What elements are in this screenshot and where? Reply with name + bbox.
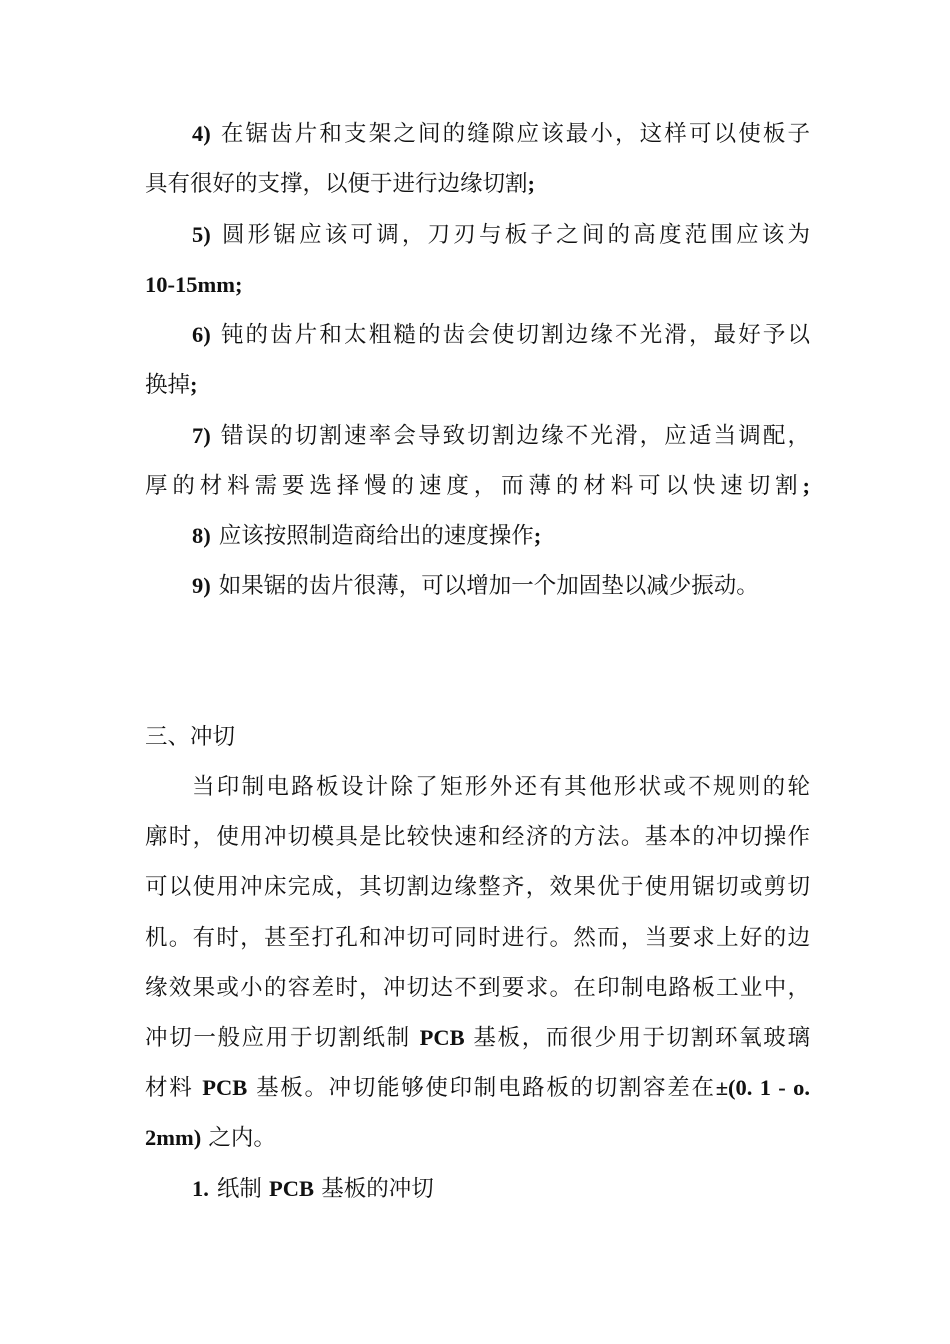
list-item-8: 8) 应该按照制造商给出的速度操作; <box>192 523 542 549</box>
list-item-7-line-1: 7) 错误的切割速率会导致切割边缘不光滑，应适当调配， <box>192 423 810 449</box>
paragraph-line-3: 可以使用冲床完成，其切割边缘整齐，效果优于使用锯切或剪切 <box>145 874 810 900</box>
paragraph-line-7: 材料 PCB 基板。冲切能够使印制电路板的切割容差在±(0. 1 - o. <box>145 1075 810 1101</box>
paragraph-line-8: 2mm) 之内。 <box>145 1125 276 1151</box>
list-item-4-line-1: 4) 在锯齿片和支架之间的缝隙应该最小，这样可以使板子 <box>192 121 810 147</box>
list-item-5-line-1: 5) 圆形锯应该可调，刀刃与板子之间的高度范围应该为 <box>192 222 810 248</box>
subsection-heading: 1. 纸制 PCB 基板的冲切 <box>192 1176 434 1202</box>
paragraph-line-2: 廓时，使用冲切模具是比较快速和经济的方法。基本的冲切操作 <box>145 824 810 850</box>
paragraph-line-5: 缘效果或小的容差时，冲切达不到要求。在印制电路板工业中， <box>145 975 810 1001</box>
list-item-9: 9) 如果锯的齿片很薄，可以增加一个加固垫以减少振动。 <box>192 573 759 599</box>
list-item-4-line-2: 具有很好的支撑，以便于进行边缘切割; <box>145 171 536 197</box>
list-item-6-line-1: 6) 钝的齿片和太粗糙的齿会使切割边缘不光滑，最好予以 <box>192 322 810 348</box>
paragraph-line-4: 机。有时，甚至打孔和冲切可同时进行。然而，当要求上好的边 <box>145 925 810 951</box>
paragraph-line-1: 当印制电路板设计除了矩形外还有其他形状或不规则的轮 <box>192 774 810 800</box>
list-item-5-line-2: 10-15mm; <box>145 272 243 297</box>
list-item-6-line-2: 换掉; <box>145 372 198 398</box>
section-heading: 三、冲切 <box>145 724 236 750</box>
list-item-7-line-2: 厚的材料需要选择慢的速度，而薄的材料可以快速切割; <box>145 473 810 499</box>
paragraph-line-6: 冲切一般应用于切割纸制 PCB 基板，而很少用于切割环氧玻璃 <box>145 1025 810 1051</box>
